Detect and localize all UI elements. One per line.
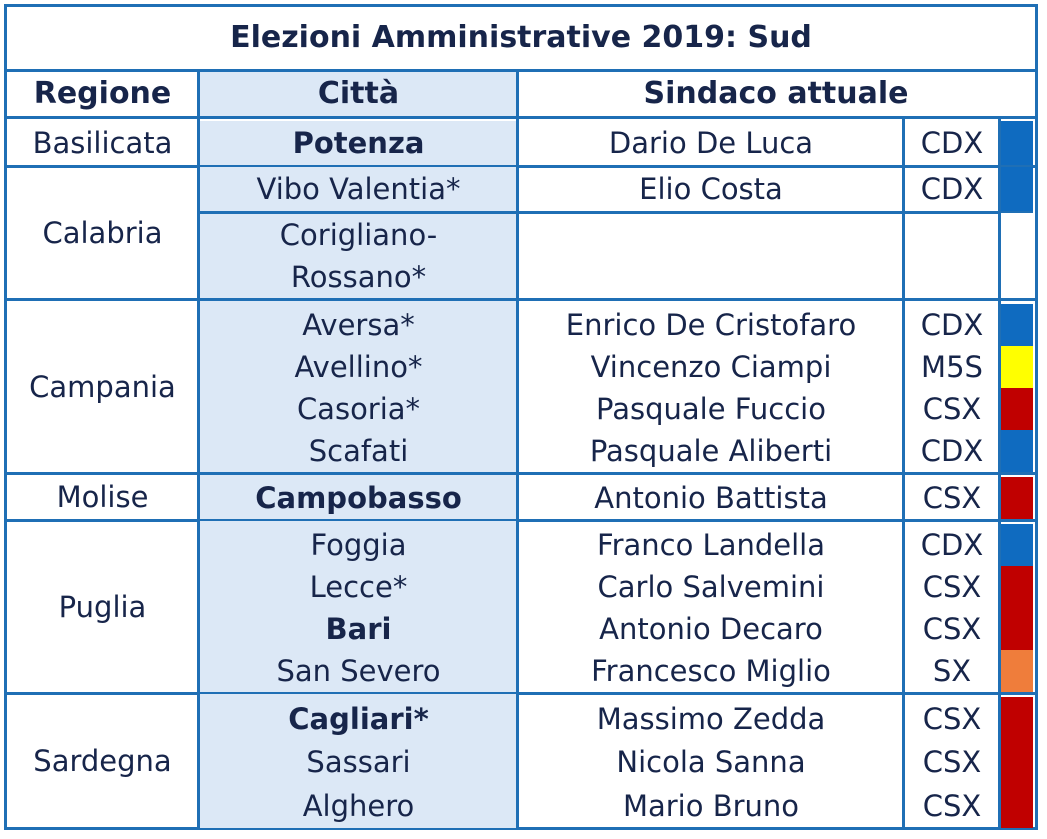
region-cell: Calabria — [42, 215, 163, 250]
region-cell: Puglia — [58, 589, 147, 624]
mayor-cell: Carlo Salvemini — [597, 570, 825, 604]
mayor-cell: Mario Bruno — [622, 789, 800, 823]
city-cell — [200, 304, 517, 346]
city-name: Scafati — [308, 434, 409, 468]
city-cell — [200, 167, 517, 211]
party-color-swatch — [1001, 346, 1033, 388]
party-cell: CSX — [922, 745, 982, 779]
city-cell — [200, 608, 517, 650]
region-cell: Molise — [56, 480, 149, 514]
city-name: Potenza — [292, 126, 425, 160]
party-cell: CDX — [920, 434, 984, 468]
mayor-cell: Francesco Miglio — [591, 654, 831, 688]
city-name: Campobasso — [255, 481, 462, 515]
city-name: Casoria* — [296, 392, 421, 426]
header-mayor: Sindaco attuale — [643, 76, 909, 111]
mayor-cell: Antonio Battista — [594, 481, 828, 515]
city-cell — [200, 346, 517, 388]
city-name: Bari — [325, 612, 392, 646]
party-color-swatch — [1001, 566, 1033, 608]
city-cell — [200, 388, 517, 430]
party-cell: CSX — [922, 481, 982, 515]
mayor-cell — [519, 213, 903, 298]
region-cell: Basilicata — [32, 126, 173, 160]
city-line: Corigliano- — [279, 217, 438, 252]
mayor-cell: Nicola Sanna — [616, 745, 806, 779]
city-cell — [200, 784, 517, 828]
city-name: Foggia — [310, 528, 407, 562]
city-name: Vibo Valentia* — [256, 172, 461, 206]
column-divider — [902, 118, 905, 828]
city-cell — [200, 477, 517, 519]
city-cell — [200, 740, 517, 784]
party-cell: CDX — [920, 172, 984, 206]
mayor-cell: Massimo Zedda — [596, 701, 826, 736]
city-name: Cagliari* — [288, 701, 429, 736]
city-line: Rossano* — [290, 259, 427, 294]
party-color-swatch — [1001, 740, 1033, 784]
party-cell: CSX — [922, 701, 982, 736]
party-color-swatch — [1001, 213, 1033, 298]
party-color-swatch — [1001, 477, 1033, 519]
mayor-cell: Antonio Decaro — [599, 612, 823, 646]
party-cell: CSX — [922, 570, 982, 604]
city-name: Avellino* — [294, 350, 423, 384]
party-cell: CSX — [922, 612, 982, 646]
city-cell — [200, 213, 517, 298]
column-divider — [516, 70, 519, 828]
party-color-swatch — [1001, 304, 1033, 346]
header-divider — [4, 116, 1038, 119]
party-cell: SX — [932, 654, 972, 688]
city-name: Lecce* — [309, 570, 408, 604]
region-cell: Sardegna — [33, 744, 172, 778]
party-color-swatch — [1001, 167, 1033, 211]
mayor-cell: Dario De Luca — [608, 126, 814, 160]
mayor-cell: Enrico De Cristofaro — [565, 308, 857, 342]
column-divider — [197, 70, 200, 828]
party-cell: CSX — [922, 789, 982, 823]
city-cell — [200, 697, 517, 740]
mayor-cell: Pasquale Fuccio — [596, 392, 826, 426]
city-cell — [200, 524, 517, 566]
header-region: Regione — [33, 76, 172, 111]
party-cell: M5S — [921, 350, 983, 384]
party-color-swatch — [1001, 430, 1033, 472]
party-color-swatch — [1001, 524, 1033, 566]
party-cell: CDX — [920, 308, 984, 342]
party-color-swatch — [1001, 121, 1033, 165]
party-cell: CSX — [922, 392, 982, 426]
party-color-swatch — [1001, 697, 1033, 740]
header-city: Città — [200, 72, 517, 116]
column-divider — [998, 118, 1001, 828]
party-color-swatch — [1001, 388, 1033, 430]
party-cell: CDX — [920, 126, 984, 160]
city-cell — [200, 121, 517, 165]
city-name: Alghero — [302, 789, 415, 823]
city-name: Aversa* — [302, 308, 415, 342]
city-name: Sassari — [306, 745, 411, 779]
mayor-cell: Franco Landella — [597, 528, 825, 562]
table-title: Elezioni Amministrative 2019: Sud — [230, 19, 812, 55]
city-name: San Severo — [276, 654, 441, 688]
region-cell: Campania — [29, 369, 176, 404]
city-cell — [200, 650, 517, 692]
party-color-swatch — [1001, 784, 1033, 828]
party-cell — [905, 213, 999, 298]
mayor-cell: Vincenzo Ciampi — [590, 350, 832, 384]
mayor-cell: Pasquale Aliberti — [589, 434, 833, 468]
party-cell: CDX — [920, 528, 984, 562]
city-cell — [200, 566, 517, 608]
party-color-swatch — [1001, 650, 1033, 692]
city-cell — [200, 430, 517, 472]
mayor-cell: Elio Costa — [639, 172, 783, 206]
party-color-swatch — [1001, 608, 1033, 650]
